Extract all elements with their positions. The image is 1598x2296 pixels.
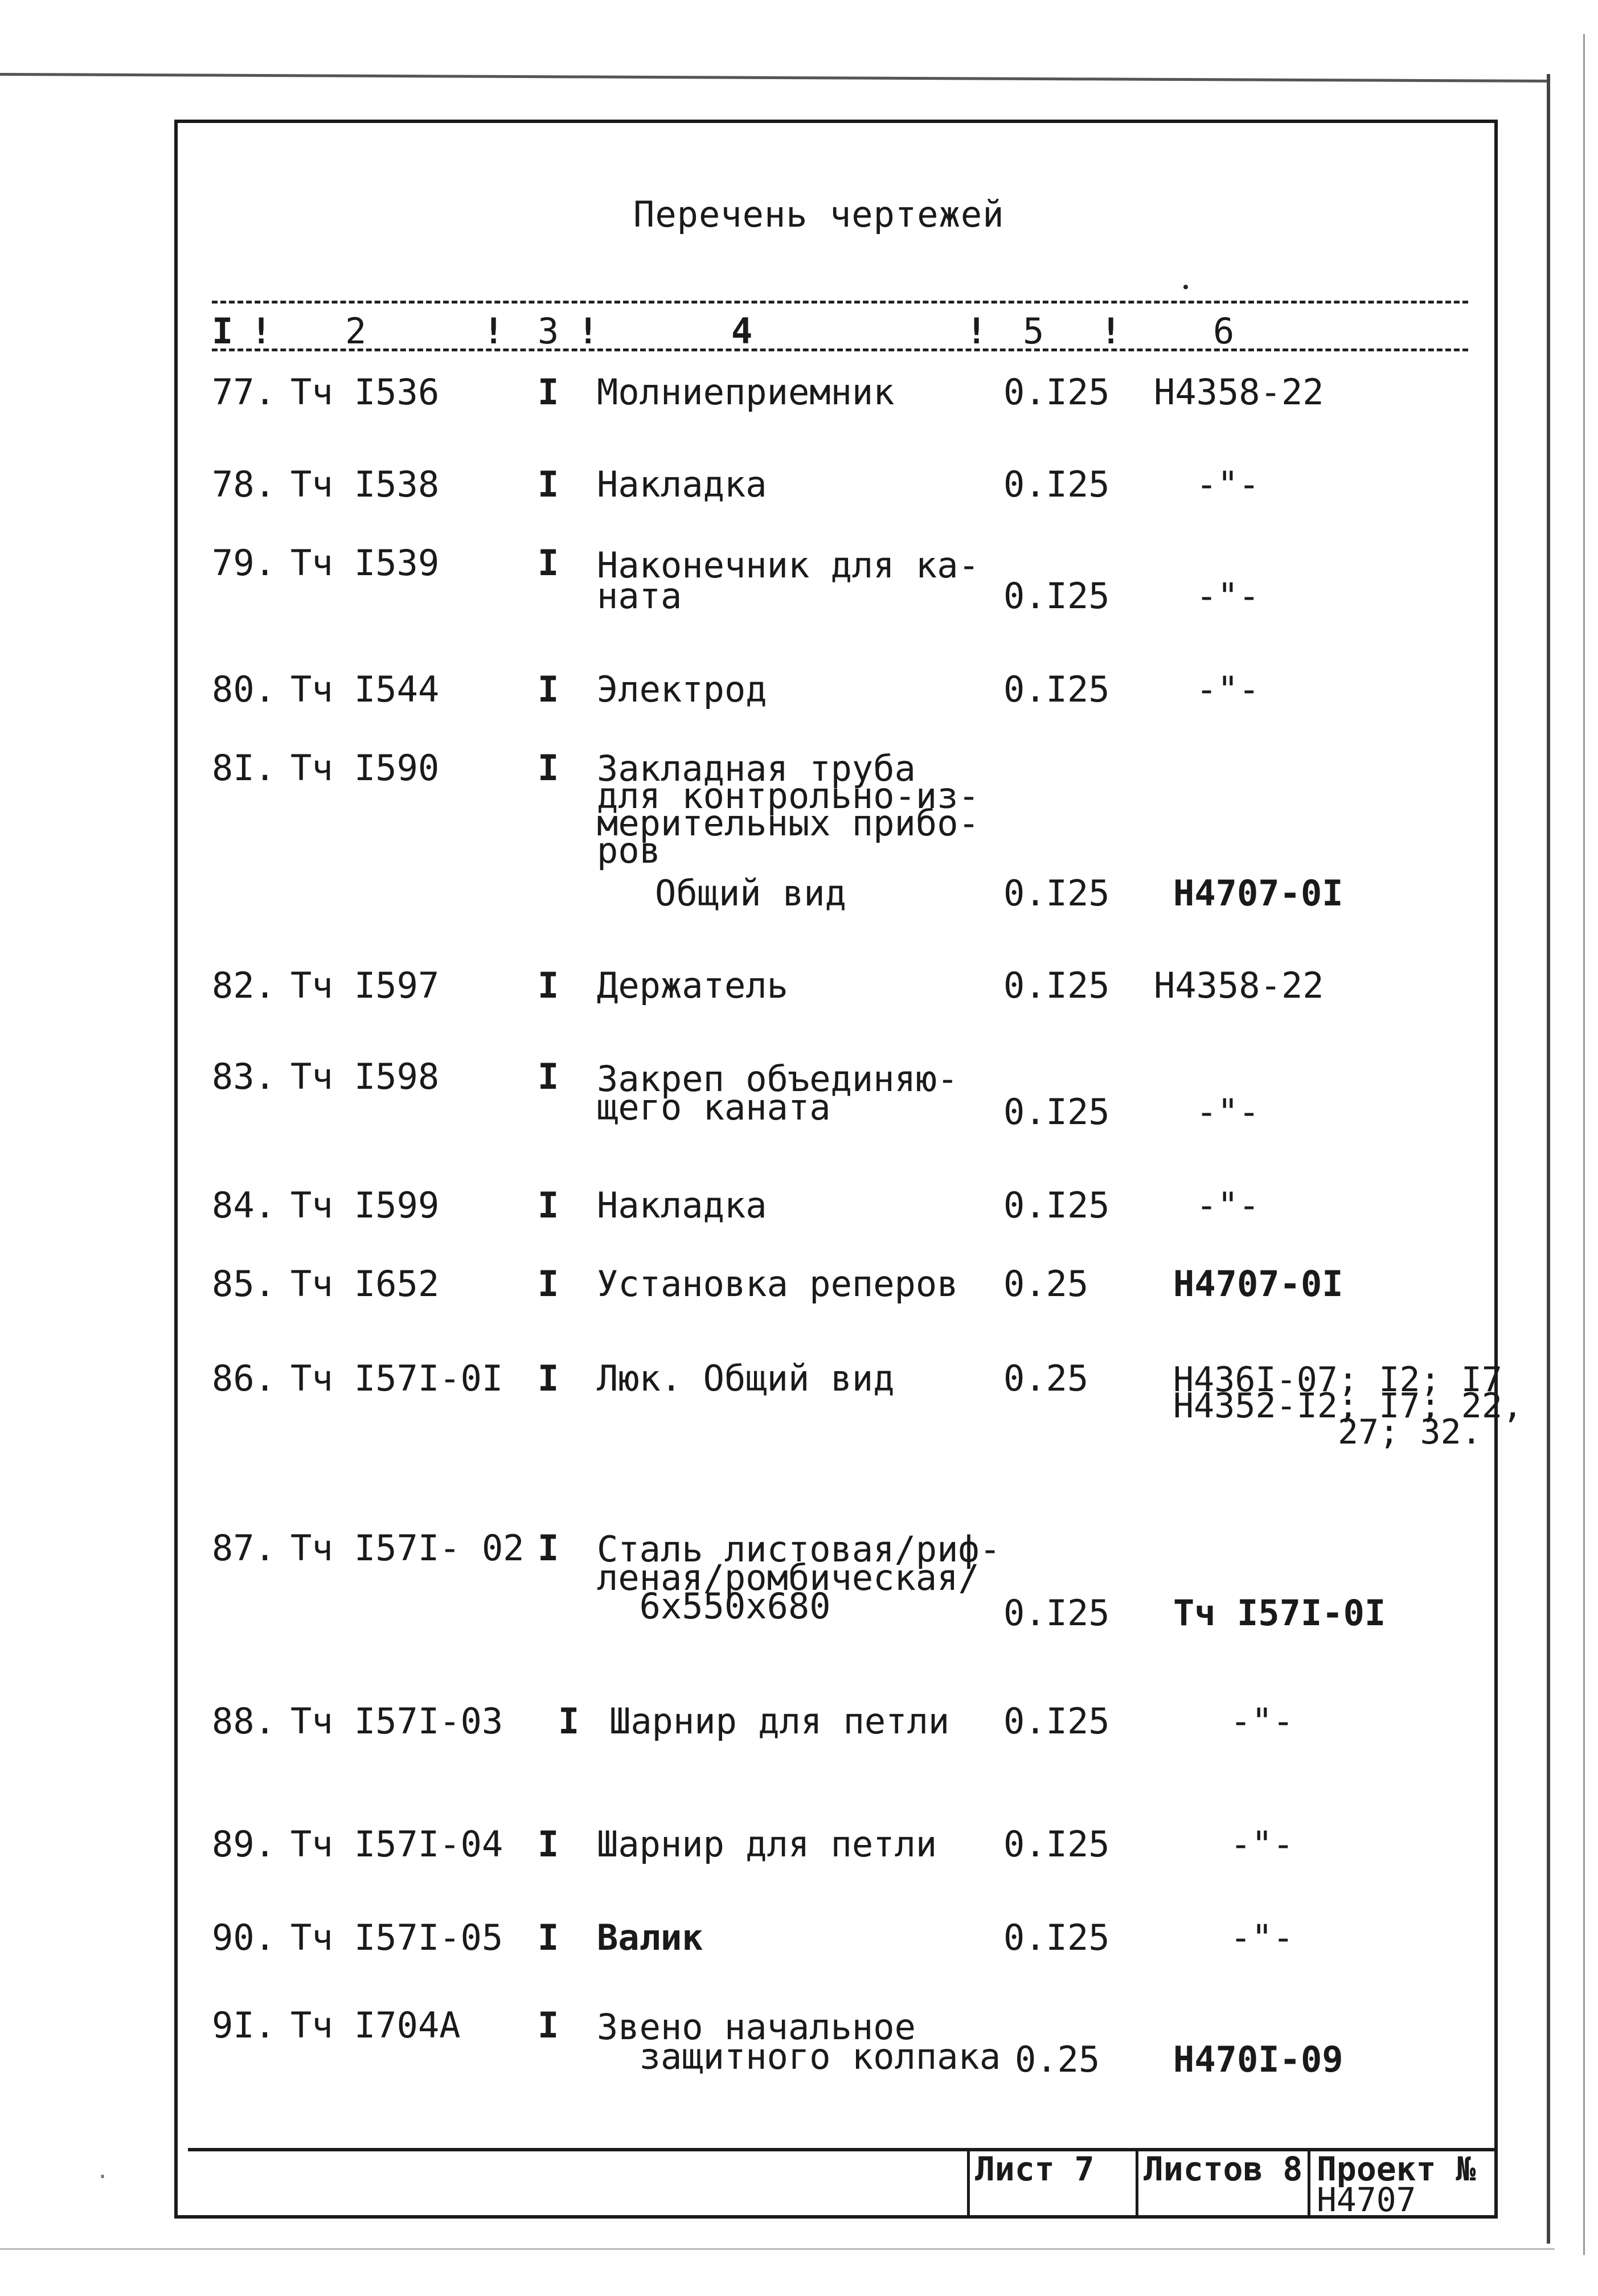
drawing-code: Тч I57I-03 (290, 1700, 503, 1742)
row-number: 83. (212, 1056, 276, 1097)
reference-doc: -"- (1196, 1091, 1260, 1133)
sheet-count: I (538, 371, 559, 413)
sheet-count: I (538, 1823, 559, 1865)
col-head-5: 5 (1023, 310, 1044, 352)
drawing-scale: 0.I25 (1003, 1823, 1110, 1865)
row-number: 77. (212, 371, 276, 413)
drawing-name: Молниеприемник (597, 371, 895, 413)
drawing-code: Тч I599 (290, 1184, 440, 1226)
sheet-count: I (538, 2004, 559, 2046)
sheet-count: I (538, 965, 559, 1006)
drawing-name: Валик (597, 1917, 703, 1958)
scan-edge-outer (1583, 34, 1585, 2255)
drawing-code: Тч I544 (290, 669, 440, 710)
drawing-code: Тч I57I-05 (290, 1917, 503, 1958)
drawing-code: Тч I652 (290, 1263, 440, 1305)
stamp-divider (1308, 2148, 1310, 2219)
reference-doc: -"- (1230, 1917, 1294, 1958)
project-label: Проект № (1317, 2150, 1476, 2188)
sheet-count: I (558, 1700, 580, 1742)
header-rule-top (212, 301, 1468, 304)
reference-doc: Н4707-0I (1173, 1263, 1343, 1305)
drawing-name: Установка реперов (597, 1263, 958, 1305)
sheet-count: I (538, 542, 559, 584)
drawing-name: Шарнир для петли (597, 1823, 937, 1865)
row-number: 85. (212, 1263, 276, 1305)
col-separator: ! (483, 310, 505, 352)
drawing-name: Люк. Общий вид (597, 1358, 895, 1399)
col-head-4: 4 (731, 310, 753, 352)
sheet-total: Листов 8 (1144, 2150, 1303, 2188)
drawing-name: Накладка (597, 1184, 767, 1226)
drawing-code: Тч I598 (290, 1056, 440, 1097)
drawing-code: Тч I57I-04 (290, 1823, 503, 1865)
drawing-name-subtitle: Общий вид (655, 872, 846, 914)
drawing-name: Закладная труба для контрольно-из- мерительных прибо- ров (597, 748, 980, 871)
row-number: 82. (212, 965, 276, 1006)
stamp-divider (967, 2148, 970, 2219)
scan-speck: · (96, 2164, 110, 2190)
sheet-count: I (538, 1358, 559, 1399)
drawing-code: Тч I597 (290, 965, 440, 1006)
reference-doc: Тч I57I-0I (1173, 1592, 1386, 1634)
drawing-scale: 0.I25 (1003, 1184, 1110, 1226)
sheet-number: Лист 7 (975, 2150, 1095, 2188)
drawing-name: Наконечник для ка- ната (597, 544, 980, 617)
drawing-scale: 0.25 (1003, 1358, 1089, 1399)
sheet-count: I (538, 1527, 559, 1569)
sheet-count: I (538, 1917, 559, 1958)
sheet-count: I (538, 1184, 559, 1226)
sheet-count: I (538, 1056, 559, 1097)
row-number: 78. (212, 464, 276, 505)
scan-edge-bottom (0, 2248, 1555, 2250)
drawing-name: Сталь листовая/риф- леная/ромбическая/ 6x550x680 (597, 1528, 1001, 1627)
drawing-scale: 0.I25 (1003, 669, 1110, 710)
reference-doc: Н4358-22 (1154, 965, 1324, 1006)
drawing-code: Тч I704А (290, 2004, 461, 2046)
project-number: Н4707 (1317, 2180, 1416, 2219)
drawing-scale: 0.I25 (1003, 1917, 1110, 1958)
col-head-3: 3 (538, 310, 559, 352)
drawing-scale: 0.I25 (1003, 1091, 1110, 1133)
col-separator: ! (1100, 310, 1122, 352)
reference-doc: -"- (1196, 575, 1260, 617)
drawing-code: Тч I538 (290, 464, 440, 505)
drawing-name: Шарнир для петли (609, 1700, 950, 1742)
drawing-name: Звено начальное защитного колпака (597, 2006, 1001, 2077)
row-number: 84. (212, 1184, 276, 1226)
drawing-scale: 0.I25 (1003, 1592, 1110, 1634)
page-title: Перечень чертежей (633, 194, 1005, 235)
reference-doc: Н436I-07; I2; I7 Н4352-I2; I7; 22, 27; 32. (1173, 1360, 1523, 1452)
scan-edge-top (0, 73, 1549, 83)
drawing-scale: 0.I25 (1003, 371, 1110, 413)
drawing-scale: 0.25 (1015, 2039, 1100, 2080)
drawing-name: Накладка (597, 464, 767, 505)
drawing-scale: 0.I25 (1003, 965, 1110, 1006)
row-number: 8I. (212, 747, 276, 789)
reference-doc: -"- (1196, 1184, 1260, 1226)
reference-doc: -"- (1230, 1823, 1294, 1865)
row-number: 80. (212, 669, 276, 710)
col-separator: ! (577, 310, 599, 352)
drawing-frame (174, 120, 1498, 2219)
drawing-code: Тч I539 (290, 542, 440, 584)
sheet-count: I (538, 669, 559, 710)
reference-doc: Н4707-0I (1173, 872, 1343, 914)
stamp-divider (1136, 2148, 1138, 2219)
drawing-name: Держатель (597, 965, 788, 1006)
sheet-count: I (538, 1263, 559, 1305)
drawing-code: Тч I536 (290, 371, 440, 413)
drawing-name: Закреп объединяю- щего каната (597, 1058, 958, 1128)
scan-edge-right (1547, 74, 1550, 2244)
drawing-code: Тч I590 (290, 747, 440, 789)
row-number: 87. (212, 1527, 276, 1569)
col-head-6: 6 (1213, 310, 1235, 352)
drawing-code: Тч I57I- 02 (290, 1527, 525, 1569)
reference-doc: -"- (1196, 464, 1260, 505)
drawing-scale: 0.I25 (1003, 1700, 1110, 1742)
sheet-count: I (538, 464, 559, 505)
row-number: 90. (212, 1917, 276, 1958)
drawing-scale: 0.I25 (1003, 575, 1110, 617)
row-number: 88. (212, 1700, 276, 1742)
drawing-scale: 0.25 (1003, 1263, 1089, 1305)
col-separator: ! (966, 310, 988, 352)
col-head-2: 2 (345, 310, 367, 352)
reference-doc: -"- (1196, 669, 1260, 710)
reference-doc: Н4358-22 (1154, 371, 1324, 413)
drawing-name: Электрод (597, 669, 767, 710)
header-rule-bottom (212, 348, 1468, 351)
col-separator: ! (251, 310, 272, 352)
row-number: 89. (212, 1823, 276, 1865)
drawing-code: Тч I57I-0I (290, 1358, 503, 1399)
reference-doc: Н470I-09 (1173, 2039, 1343, 2080)
ink-dot (1183, 285, 1188, 289)
row-number: 79. (212, 542, 276, 584)
row-number: 9I. (212, 2004, 276, 2046)
drawing-scale: 0.I25 (1003, 872, 1110, 914)
col-head-1: I (212, 310, 233, 352)
row-number: 86. (212, 1358, 276, 1399)
drawing-scale: 0.I25 (1003, 464, 1110, 505)
reference-doc: -"- (1230, 1700, 1294, 1742)
sheet-count: I (538, 747, 559, 789)
